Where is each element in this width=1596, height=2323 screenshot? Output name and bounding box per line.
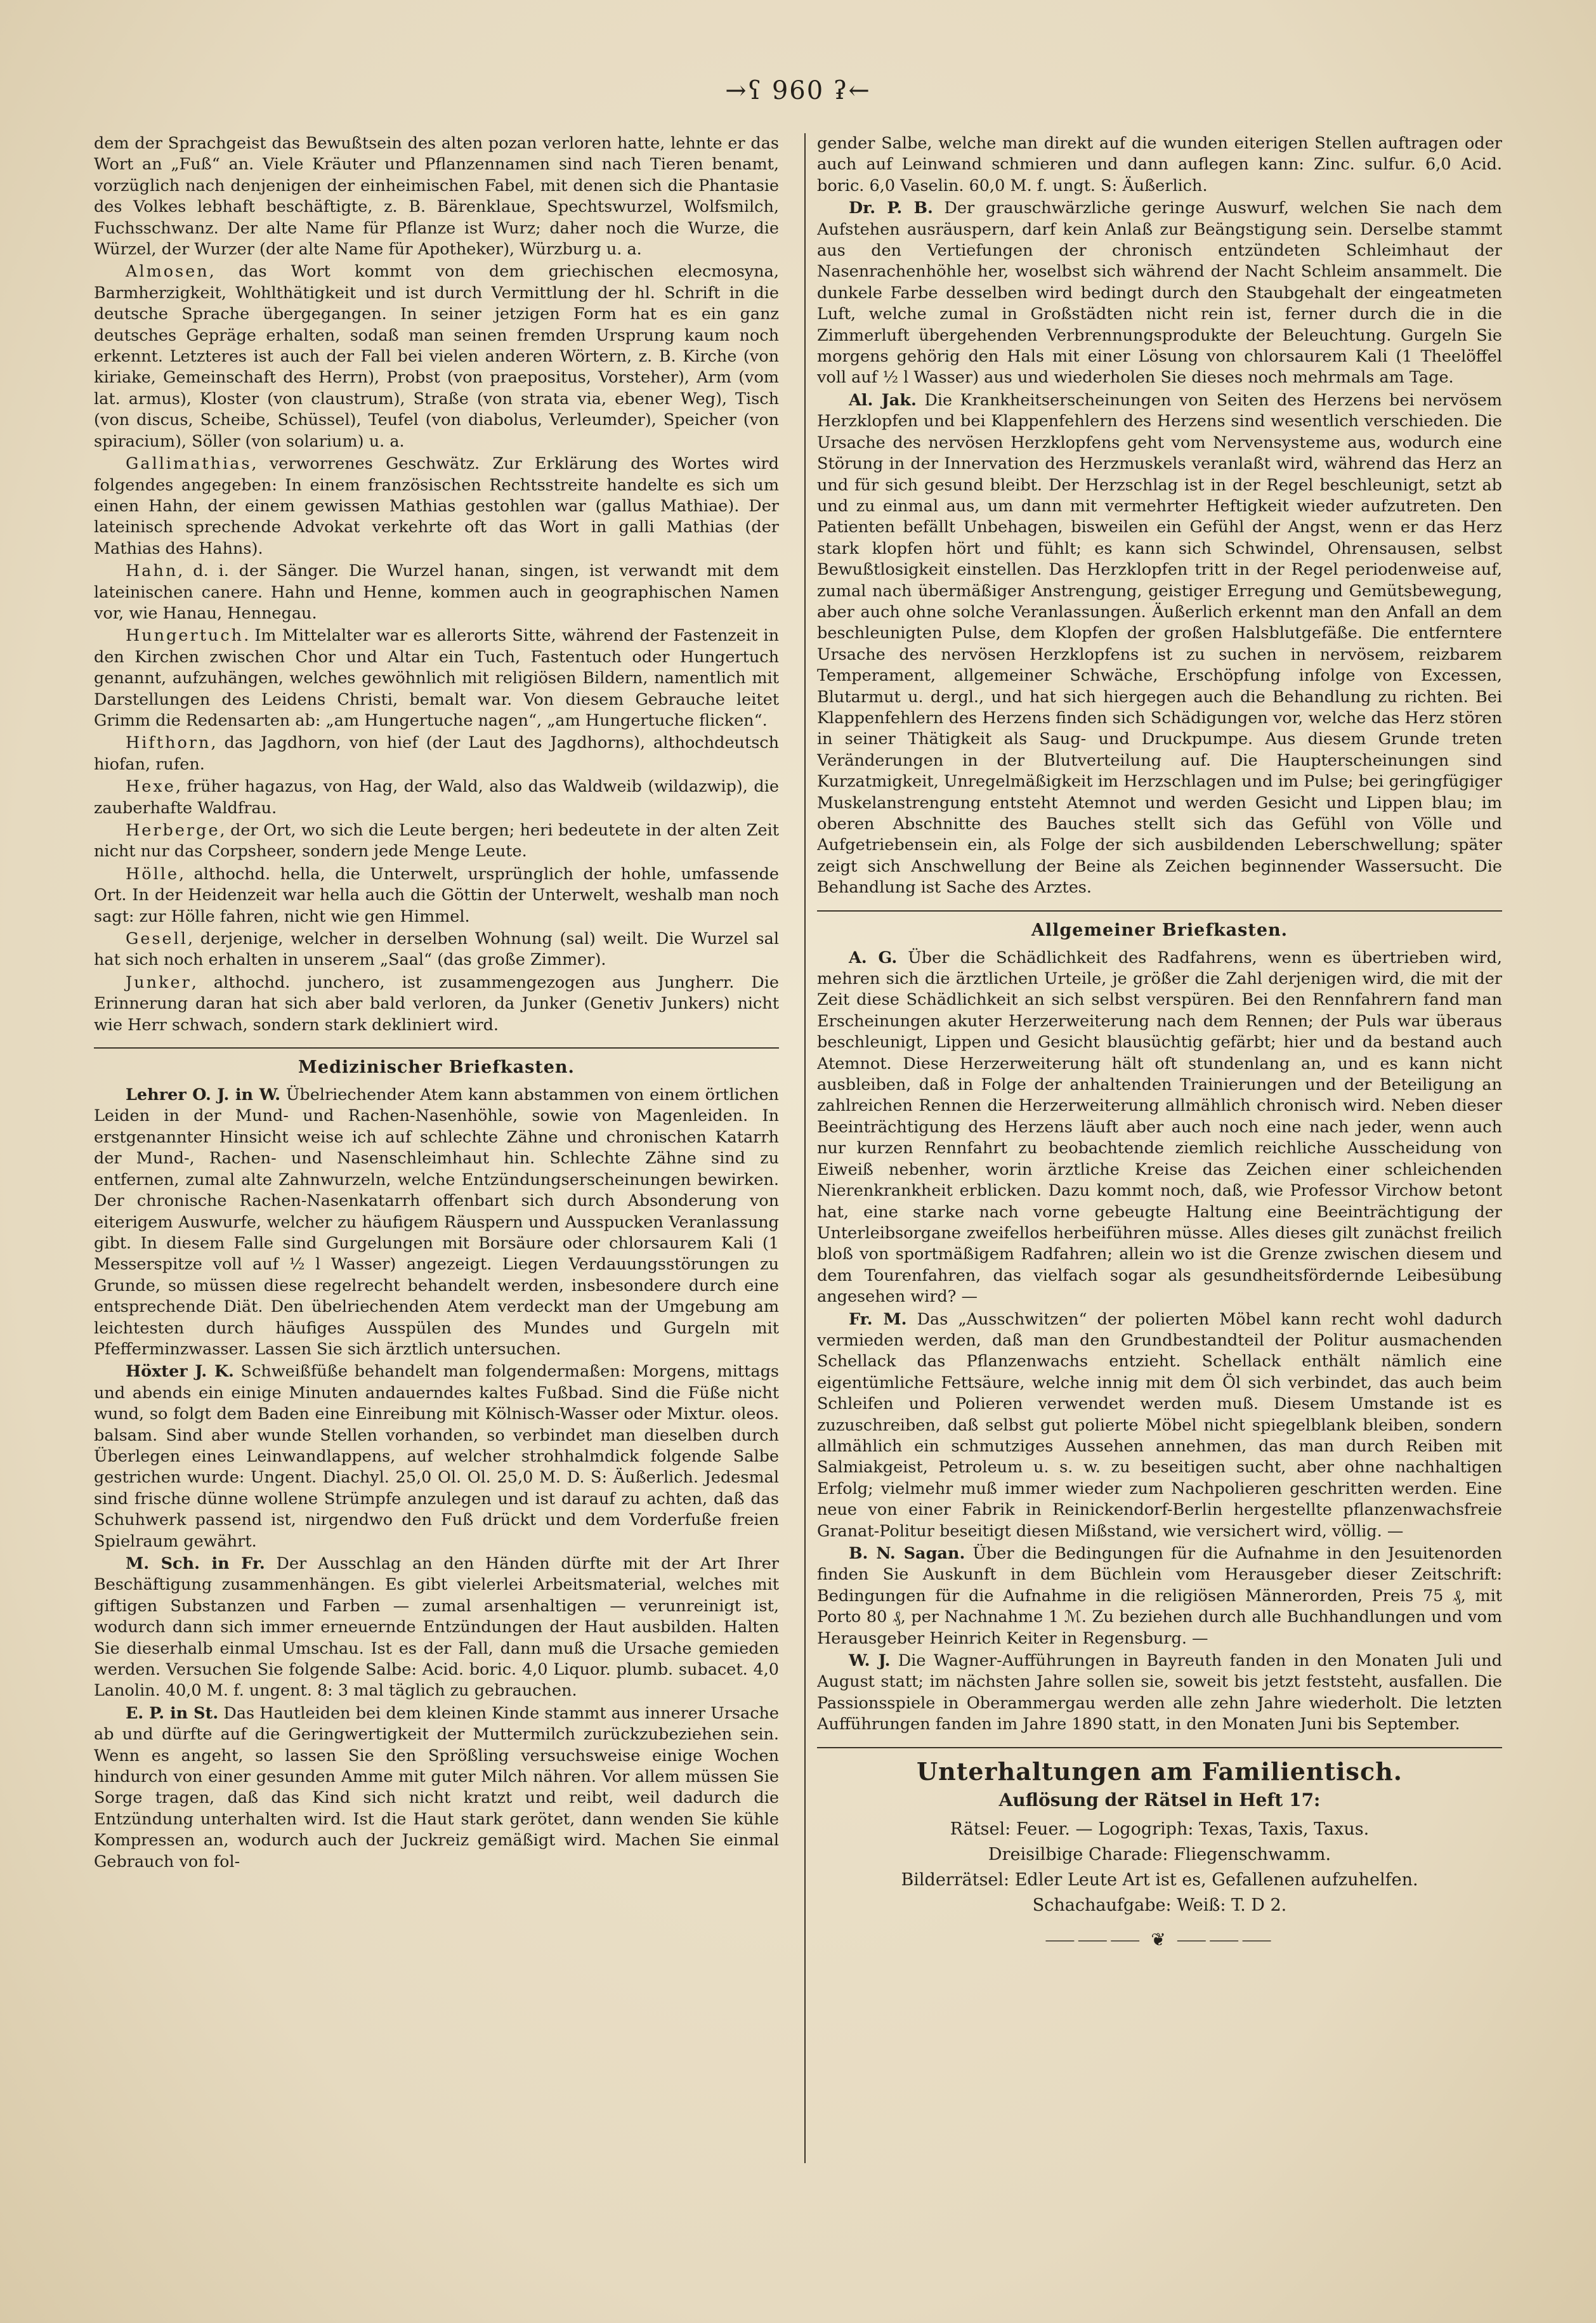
article-paragraph xyxy=(94,929,779,971)
column-divider xyxy=(804,133,806,2163)
article-paragraph xyxy=(94,261,779,452)
paragraph-text: Schweißfüße behandelt man folgendermaßen: Morgens, mittags und abends ein einige Minuten andauerndes kaltes Fußbad. Sind die Füße nicht wund, so folgt dem Baden eine Einreibung mit Kölnisch-Wasser oder Mixtur. oleos. balsam. Sind aber wunde Stellen vorhanden, so verbindet man dieselben durch Überlegen eines Leinwandlappens, auf welcher strohhalmdick folgende Salbe gestrichen wurde: Ungent. Diachyl. 25,0 Ol. Ol. 25,0 M. D. S: Äußerlich. Jedesmal sind frische dünne wollene Strümpfe anzulegen und ist darauf zu achten, daß das Schuhwerk passend ist, nirgendwo den Fuß drückt und dem Vorderfuße freien Spielraum gewährt. xyxy=(94,1362,779,1551)
page-number: →ʕ 960 ʡ← xyxy=(725,76,871,105)
paragraph-text: . Im Mittelalter war es allerorts Sitte, während der Fastenzeit in den Kirchen zwischen Chor und Altar ein Tuch, Fastentuch oder Hungertuch genannt, aufzuhängen, welches gewöhnlich mit religiösen Bildern, namentlich mit Darstellungen des Leidens Christi, bemalt war. Von diesem Gebrauche leitet Grimm die Redensarten ab: „am Hungertuche nagen“, „am Hungertuche flicken“. xyxy=(94,626,779,730)
article-paragraph xyxy=(94,733,779,775)
paragraph-text: , d. i. der Sänger. Die Wurzel hanan, singen, ist verwandt mit dem lateinischen canere. Hahn und Henne, kommen auch in geographischen Namen vor, wie Hanau, Hennegau. xyxy=(94,561,779,623)
lexicon-keyword: Hölle xyxy=(126,864,179,884)
article-paragraph xyxy=(817,948,1502,1308)
letter-recipient: M. Sch. in Fr. xyxy=(126,1554,265,1573)
riddle-solution-line: Rätsel: Feuer. — Logogriph: Texas, Taxis, Taxus. xyxy=(950,1819,1370,1839)
paragraph-text: , althochd. hella, die Unterwelt, ursprünglich der hohle, umfassende Ort. In der Heidenzeit war hella auch die Göttin der Unterwelt, weshalb man noch sagt: zur Hölle fahren, nicht wie gen Himmel. xyxy=(94,864,779,926)
lexicon-keyword: Gesell xyxy=(126,929,188,949)
lexicon-keyword: Hexe xyxy=(126,777,176,797)
riddle-solutions xyxy=(817,1817,1502,1918)
ornament-divider: ⸺⸺⸺ ❦ ⸺⸺⸺ xyxy=(1045,1928,1274,1950)
paragraph-text: , das Wort kommt von dem griechischen elecmosyna, Barmherzigkeit, Wohlthätigkeit und ist durch Vermittlung der hl. Schrift in die deutsche Sprache übergegangen. In seiner jetzigen Form hat es ein ganz deutsches Gepräge erhalten, sodaß man seinen fremden Ursprung kaum noch erkennt. Letzteres ist auch der Fall bei vielen anderen Wörtern, z. B. Kirche (von kiriake, Gemeinschaft des Herrn), Probst (von praepositus, Vorsteher), Arm (vom lat. armus), Kloster (von claustrum), Straße (von strata via, ebener Weg), Tisch (von discus, Scheibe, Schüssel), Teufel (von diabolus, Verleumder), Speicher (von spiracium), Söller (von solarium) u. a. xyxy=(94,262,779,451)
lexicon-keyword: Gallimathias xyxy=(126,454,252,474)
lexicon-keyword: Hifthorn xyxy=(126,733,211,753)
right-column xyxy=(817,133,1502,2201)
article-paragraph xyxy=(94,864,779,927)
riddle-solutions-title: Auflösung der Rätsel in Heft 17: xyxy=(998,1789,1321,1810)
lexicon-section xyxy=(94,133,779,1036)
riddle-solution-line: Dreisilbige Charade: Fliegenschwamm. xyxy=(988,1844,1331,1864)
article-paragraph xyxy=(94,972,779,1036)
article-paragraph xyxy=(817,133,1502,197)
article-paragraph xyxy=(817,198,1502,389)
paragraph-text: Das Hautleiden bei dem kleinen Kinde stammt aus innerer Ursache ab und dürfte auf die Geringwertigkeit der Muttermilch zurückzubeziehen sein. Wenn es angeht, so lassen Sie den Sprößling versuchsweise einige Wochen hindurch von einer gesunden Amme mit guter Milch nähren. Vor allem müssen Sie Sorge tragen, daß das Kind sich nicht kratzt und reibt, weil dadurch die Entzündung unterhalten wird. Ist die Haut stark gerötet, dann wenden Sie kühle Kompressen an, wodurch auch der Juckreiz gemäßigt wird. Machen Sie einmal Gebrauch von fol- xyxy=(94,1703,779,1871)
article-paragraph xyxy=(817,1651,1502,1736)
letter-recipient: Fr. M. xyxy=(849,1309,907,1329)
lexicon-keyword: Hahn xyxy=(126,561,178,581)
article-paragraph xyxy=(94,820,779,863)
medical-mailbox-title: Medizinischer Briefkasten. xyxy=(298,1057,575,1078)
left-column xyxy=(94,133,779,2201)
lexicon-keyword: Herberge xyxy=(126,821,220,840)
riddle-solution-line: Schachaufgabe: Weiß: T. D 2. xyxy=(1032,1895,1287,1915)
general-mailbox-section xyxy=(817,948,1502,1736)
paragraph-text: , derjenige, welcher in derselben Wohnung (sal) weilt. Die Wurzel sal hat sich noch erhalten in unserem „Saal“ (das große Zimmer). xyxy=(94,929,779,970)
lexicon-keyword: Junker xyxy=(126,972,192,992)
paragraph-text: Die Krankheitserscheinungen von Seiten des Herzens bei nervösem Herzklopfen und bei Klappenfehlern des Herzens sind wesentlich verschieden. Die Ursache des nervösen Herzklopfens geht vom Nervensysteme aus, wodurch eine Störung in der Innervation des Herzmuskels veranlaßt wird, während das Herz an und für sich gesund bleibt. Der Herzschlag ist in der Regel beschleunigt, setzt ab und zu einmal aus, um dann mit vermehrter Heftigkeit wieder aufzutreten. Den Patienten befällt Unbehagen, bisweilen ein Gefühl der Angst, wenn er das Herz stark klopfen hört und fühlt; es kann sich Schwindel, Ohrensausen, selbst Bewußtlosigkeit einstellen. Das Herzklopfen tritt in der Regel periodenweise auf, zumal nach übermäßiger Anstrengung, geistiger Erregung und Gemütsbewegung, aber auch ohne solche Veranlassungen. Äußerlich erkennt man den Anfall an dem beschleunigten Pulse, dem Klopfen der großen Halsblutgefäße. Die entferntere Ursache des nervösen Herzklopfens ist zu suchen in nervösem, reizbarem Temperament, allgemeiner Schwäche, Erschöpfung infolge von Excessen, Blutarmut u. dergl., und hat sich hiergegen auch die Behandlung zu richten. Bei Klappenfehlern des Herzens finden sich Schädigungen vor, welche das Herz stören in seiner Thätigkeit als Saug- und Druckpumpe. Aus diesem Grunde treten Veränderungen in der Blutverteilung auf. Die Haupterscheinungen sind Kurzatmigkeit, Unregelmäßigkeit im Herzschlagen und im Pulse; bei geringfügiger Muskelanstrengung entsteht Atemnot und werden Gesicht und Lippen blau; im oberen Abschnitte des Bauches stellt sich das Gefühl von Völle und Aufgetriebensein ein, als Folge der sich ausbildenden Leberschwellung; später zeigt sich Anschwellung der Beine als Zeichen beginnender Wassersucht. Die Behandlung ist Sache des Arztes. xyxy=(817,390,1502,898)
paragraph-text: Das „Ausschwitzen“ der polierten Möbel kann recht wohl dadurch vermieden werden, daß man den Grundbestandteil der Politur ausmachenden Schellack das Pflanzenwachs entzieht. Schellack enthält nämlich eine eigentümliche Fettsäure, welche innig mit dem Öl sich verbindet, das auch beim Schleifen und Polieren verwendet werden muß. Diesem Umstande ist es zuzuschreiben, daß selbst gut polierte Möbel nicht spiegelblank bleiben, sondern allmählich ein schmutziges Aussehen annehmen, das man durch Reiben mit Salmiakgeist, Petroleum u. s. w. zu beseitigen sucht, aber ohne nachhaltigen Erfolg; vielmehr muß immer wieder zum Nachpolieren geschritten werden. Eine neue von einer Fabrik in Reinickendorf-Berlin hergestellte pflanzenwachsfreie Granat-Politur beseitigt diesen Mißstand, wie versichert wird, völlig. — xyxy=(817,1309,1502,1541)
letter-recipient: Al. Jak. xyxy=(849,390,917,410)
medical-mailbox-section xyxy=(94,1085,779,1873)
letter-recipient: E. P. in St. xyxy=(126,1703,219,1723)
paragraph-text: Übelriechender Atem kann abstammen von einem örtlichen Leiden in der Mund- und Rachen-Nasenhöhle, sowie von Magenleiden. In erstgenannter Hinsicht weise ich auf schlechte Zähne und chronischen Katarrh der Mund-, Rachen- und Nasenschleimhaut hin. Schlechte Zähne sind zu entfernen, zumal alte Zahnwurzeln, welche Entzündungserscheinungen bewirken. Der chronische Rachen-Nasenkatarrh offenbart sich durch Absonderung von eiterigem Auswurfe, welcher zu häufigem Räuspern und Ausspucken Veranlassung gibt. In diesem Falle sind Gurgelungen mit Borsäure oder chlorsaurem Kali (1 Messerspitze voll auf ½ l Wasser) angezeigt. Liegen Verdauungsstörungen zu Grunde, so müssen diese regelrecht behandelt werden, insbesondere durch eine entsprechende Diät. Den übelriechenden Atem verdeckt man der Umgebung am leichtesten durch häufiges Ausspülen des Mundes und Gurgeln mit Pfefferminzwasser. Lassen Sie sich ärztlich untersuchen. xyxy=(94,1085,779,1359)
letter-recipient: Höxter J. K. xyxy=(126,1362,234,1382)
article-paragraph xyxy=(94,1361,779,1552)
article-paragraph xyxy=(94,454,779,559)
general-mailbox-title: Allgemeiner Briefkasten. xyxy=(1031,920,1288,940)
paragraph-text: , das Jagdhorn, von hief (der Laut des Jagdhorns), althochdeutsch hiofan, rufen. xyxy=(94,733,779,774)
section-divider xyxy=(817,910,1502,912)
paragraph-text: dem der Sprachgeist das Bewußtsein des alten pozan verloren hatte, lehnte er das Wort an „Fuß“ an. Viele Kräuter und Pflanzennamen sind nach Tieren benamt, vorzüglich nach denjenigen der einheimischen Fabel, mit denen sich die Phantasie des Volkes lebhaft beschäftigte, z. B. Bärenklaue, Spechtswurzel, Wolfsmilch, Fuchsschwanz. Der alte Name für Pflanze ist Wurz; daher noch die Wurze, die Würzel, der Wurzer (der alte Name für Apotheker), Würzburg u. a. xyxy=(94,134,779,259)
paragraph-text: , der Ort, wo sich die Leute bergen; heri bedeutete in der alten Zeit nicht nur das Corpsheer, sondern jede Menge Leute. xyxy=(94,821,779,861)
letter-recipient: A. G. xyxy=(849,948,898,967)
article-paragraph xyxy=(94,776,779,819)
medical-mailbox-continued xyxy=(817,133,1502,899)
article-paragraph xyxy=(94,561,779,624)
article-paragraph xyxy=(94,625,779,731)
article-paragraph xyxy=(94,1554,779,1702)
letter-recipient: Dr. P. B. xyxy=(849,199,933,218)
section-divider xyxy=(94,1047,779,1049)
paragraph-text: Die Wagner-Aufführungen in Bayreuth fanden in den Monaten Juli und August statt; im nächsten Jahre sollen sie, soweit bis jetzt feststeht, ausfallen. Die Passionsspiele in Oberammergau werden alle zehn Jahre wiederholt. Die letzten Aufführungen fanden im Jahre 1890 statt, in den Monaten Juni bis September. xyxy=(817,1651,1502,1734)
paragraph-text: Über die Bedingungen für die Aufnahme in den Jesuitenorden finden Sie Auskunft in dem Büchlein vom Herausgeber dieser Zeitschrift: Bedingungen für die Aufnahme in die religiösen Männerorden, Preis 75 ₰, mit Porto 80 ₰, per Nachnahme 1 ℳ. Zu beziehen durch alle Buchhandlungen und vom Herausgeber Heinrich Keiter in Regensburg. — xyxy=(817,1544,1502,1648)
paragraph-text: Der grauschwärzliche geringe Auswurf, welchen Sie nach dem Aufstehen ausräuspern, darf kein Anlaß zur Beängstigung sein. Derselbe stammt aus den Vertiefungen der chronisch entzündeten Schleimhaut der Nasenrachenhöhle her, woselbst sich während der Nacht Schleim ansammelt. Die dunkele Farbe desselben wird bedingt durch den Staubgehalt der eingeatmeten Luft, welche zumal in Großstädten nicht rein ist, ferner durch die in die Zimmerluft übergehenden Verbrennungsprodukte der Beleuchtung. Gurgeln Sie morgens gehörig den Hals mit einer Lösung von chlorsaurem Kali (1 Theelöffel voll auf ½ l Wasser) aus und wiederholen Sie dieses noch mehrmals am Tage. xyxy=(817,199,1502,388)
riddle-solution-line: Bilderrätsel: Edler Leute Art ist es, Gefallenen aufzuhelfen. xyxy=(901,1869,1418,1890)
article-paragraph xyxy=(817,1543,1502,1649)
lexicon-keyword: Almosen xyxy=(126,262,209,282)
article-paragraph xyxy=(94,1703,779,1873)
paragraph-text: , früher hagazus, von Hag, der Wald, also das Waldweib (wildazwip), die zauberhafte Waldfrau. xyxy=(94,777,779,818)
letter-recipient: B. N. Sagan. xyxy=(849,1544,965,1563)
paragraph-text: , althochd. junchero, ist zusammengezogen aus Jungherr. Die Erinnerung daran hat sich aber bald verloren, da Junker (Genetiv Junkers) nicht wie Herr schwach, sondern stark dekliniert wird. xyxy=(94,972,779,1035)
paragraph-text: gender Salbe, welche man direkt auf die wunden eiterigen Stellen auftragen oder auch auf Leinwand schmieren und dann auflegen kann: Zinc. sulfur. 6,0 Acid. boric. 6,0 Vaselin. 60,0 M. f. ungt. S: Äußerlich. xyxy=(817,134,1502,195)
paragraph-text: Über die Schädlichkeit des Radfahrens, wenn es übertrieben wird, mehren sich die ärztlichen Urteile, je größer die Zahl derjenigen wird, die mit der Zeit diese Schädlichkeit an sich selbst verspüren. Bei den Rennfahrern fand man Erscheinungen akuter Herzerweiterung nach dem Rennen; der Puls war überaus beschleunigt, Lippen und Gesicht blausüchtig gefärbt; hier und da bestand auch Atemnot. Diese Herzerweiterung hält oft stundenlang an, und es kann nicht ausbleiben, daß in Folge der anhaltenden Trainierungen und der Beteiligung an zahlreichen Rennen die Herzerweiterung allmählich chronisch wird. Neben dieser Beeinträchtigung des Herzens läuft aber auch noch eine nach jeder, wenn auch nur kurzen Rennfahrt zu beobachtende ziemlich reichliche Ausscheidung von Eiweiß nebenher, worin ärztliche Kreise das Zeichen einer schleichenden Nierenkrankheit erblicken. Dazu kommt noch, daß, wie Professor Virchow betont hat, eine starke nach vorne gebeugte Haltung eine Beeinträchtigung der Unterleibsorgane zweifellos herbeiführen müsse. Alles dieses gilt zunächst freilich bloß von sportmäßigem Radfahren; allein wo ist die Grenze zwischen diesem und dem Tourenfahren, das vielfach sogar als gesundheitsfördernde Leibesübung angesehen wird? — xyxy=(817,948,1502,1307)
article-paragraph xyxy=(817,390,1502,899)
lexicon-keyword: Hungertuch xyxy=(126,626,244,646)
paragraph-text: Der Ausschlag an den Händen dürfte mit der Art Ihrer Beschäftigung zusammenhängen. Es gibt vielerlei Arbeitsmaterial, welches mit giftigen Substanzen und Farben — zumal arsenhaltigen — verunreinigt ist, wodurch dann sich immer erneuernde Entzündungen der Haut ausbilden. Halten Sie dieserhalb einmal Umschau. Ist es der Fall, dann muß die Ursache gemieden werden. Versuchen Sie folgende Salbe: Acid. boric. 4,0 Liquor. plumb. subacet. 4,0 Lanolin. 40,0 M. f. ungent. 8: 3 mal täglich zu gebrauchen. xyxy=(94,1554,779,1701)
article-paragraph xyxy=(817,1309,1502,1542)
article-paragraph xyxy=(94,133,779,260)
family-entertainment-title: Unterhaltungen am Familientisch. xyxy=(917,1757,1403,1786)
paragraph-text: , verworrenes Geschwätz. Zur Erklärung des Wortes wird folgendes angegeben: In einem französischen Rechtsstreite handelte es sich um einen Hahn, der einem gewissen Mathias gestohlen war (gallus Mathiae). Der lateinisch sprechende Advokat verkehrte oft das Wort in galli Mathias (der Mathias des Hahns). xyxy=(94,454,779,558)
letter-recipient: W. J. xyxy=(849,1651,891,1671)
article-paragraph xyxy=(94,1085,779,1360)
letter-recipient: Lehrer O. J. in W. xyxy=(126,1085,281,1105)
section-divider xyxy=(817,1747,1502,1748)
